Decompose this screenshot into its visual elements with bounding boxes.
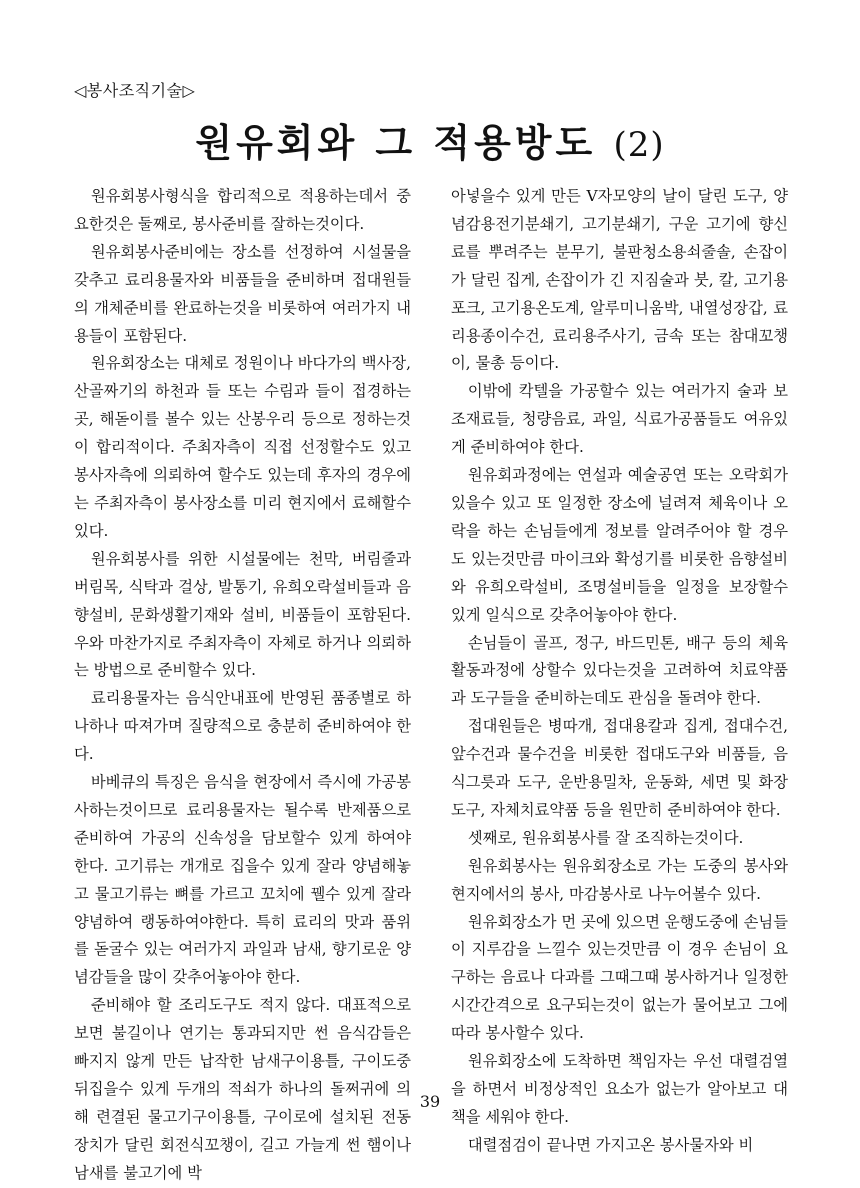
paragraph: 원유회봉사는 원유회장소로 가는 도중의 봉사와 현지에서의 봉사, 마감봉사로 나누어볼수 있다.: [451, 856, 788, 903]
paragraph: 손님들이 골프, 정구, 바드민톤, 배구 등의 체육활동과정에 상할수 있다는것을 고려하여 치료약품과 도구들을 준비하는데도 관심을 돌려야 한다.: [451, 633, 788, 708]
paragraph: 원유회봉사를 위한 시설물에는 천막, 버림줄과 버림목, 식탁과 걸상, 발통기, 유희오락설비들과 음향설비, 문화생활기재와 설비, 비품들이 포함된다. 우와 마찬가지로 주최자측이 자체로 하거나 의뢰하는 방법으로 준비할수 있다.: [74, 549, 411, 680]
paragraph: 원유회봉사준비에는 장소를 선정하여 시설물을 갖추고 료리용물자와 비품들을 준비하며 접대원들의 개체준비를 완료하는것을 비롯하여 여러가지 내용들이 포함된다.: [74, 242, 411, 345]
paragraph: 원유회장소에 도착하면 책임자는 우선 대렬검열을 하면서 비정상적인 요소가 없는가 알아보고 대책을 세워야 한다.: [451, 1052, 788, 1126]
page-number: 39: [419, 1092, 441, 1111]
paragraph: 이밖에 칵텔을 가공할수 있는 여러가지 술과 보조재료들, 청량음료, 과일, 식료가공품들도 여유있게 준비하여야 한다.: [451, 382, 788, 457]
paragraph: 원유회장소가 먼 곳에 있으면 운행도중에 손님들이 지루감을 느낄수 있는것만큼 이 경우 손님이 요구하는 음료나 다과를 그때그때 봉사하거나 일정한 시간간격으로 요구되는것이 없는가 물어보고 그에 따라 봉사할수 있다.: [451, 912, 788, 1043]
paragraph: 아넣을수 있게 만든 V자모양의 날이 달린 도구, 양념감용전기분쇄기, 고기분쇄기, 구운 고기에 향신료를 뿌려주는 분무기, 불판청소용쇠줄솔, 손잡이가 달린 집게, 손잡이가 긴 지짐술과 붓, 칼, 고기용포크, 고기용온도계, 알루미니움박, 내열성장갑, 료리용종이수건, 료리용주사기, 금속 또는 참대꼬챙이, 물총 등이다.: [451, 187, 788, 373]
title-number: (2): [613, 125, 665, 165]
paragraph: 접대원들은 병따개, 접대용칼과 집게, 접대수건, 앞수건과 물수건을 비롯한 접대도구와 비품들, 음식그릇과 도구, 운반용밀차, 운동화, 세면 및 화장도구, 자체치료약품 등을 원만히 준비하여야 한다.: [451, 717, 788, 819]
section-tag: ◁봉사조직기술▷: [74, 81, 196, 100]
title-main: 원유회와 그 적용방도: [195, 120, 597, 165]
left-column: [74, 183, 411, 1188]
paragraph: 원유회봉사형식을 합리적으로 적용하는데서 중요한것은 둘째로, 봉사준비를 잘하는것이다.: [74, 187, 411, 233]
paragraph: 준비해야 할 조리도구도 적지 않다. 대표적으로 보면 불길이나 연기는 통과되지만 썬 음식감들은 빠지지 않게 만든 납작한 남새구이용틀, 구이도중 뒤집을수 있게 두개의 적쇠가 하나의 돌쩌귀에 의해 련결된 물고기구이용틀, 구이로에 설치된 전동장치가 달린 회전식꼬챙이, 길고 가늘게 썬 햄이나 남새를 불고기에 박: [74, 996, 411, 1182]
paragraph: 셋째로, 원유회봉사를 잘 조직하는것이다.: [467, 828, 744, 847]
paragraph: 원유회장소는 대체로 정원이나 바다가의 백사장, 산골짜기의 하천과 들 또는 수림과 들이 접경하는 곳, 해돋이를 볼수 있는 산봉우리 등으로 정하는것이 합리적이다. 주최자측이 직접 선정할수도 있고 봉사자측에 의뢰하여 할수도 있는데 후자의 경우에는 주최자측이 봉사장소를 미리 현지에서 료해할수 있다.: [74, 354, 411, 540]
paragraph: 료리용물자는 음식안내표에 반영된 품종별로 하나하나 따져가며 질량적으로 충분히 준비하여야 한다.: [74, 689, 411, 764]
right-column: [451, 183, 788, 1160]
paragraph: 대렬점검이 끝나면 가지고온 봉사물자와 비: [467, 1135, 754, 1154]
paragraph: 원유회과정에는 연설과 예술공연 또는 오락회가 있을수 있고 또 일정한 장소에 널려져 체육이나 오락을 하는 손님들에게 정보를 알려주어야 할 경우도 있는것만큼 마이크와 확성기를 비롯한 음향설비와 유희오락설비, 조명설비들을 일정을 보장할수 있게 일식으로 갖추어놓아야 한다.: [451, 466, 788, 624]
article-title: [0, 112, 860, 167]
paragraph: 바베큐의 특징은 음식을 현장에서 즉시에 가공봉사하는것이므로 료리용물자는 될수록 반제품으로 준비하여 가공의 신속성을 담보할수 있게 하여야 한다. 고기류는 개개로 집을수 있게 잘라 양념해놓고 물고기류는 뼈를 가르고 꼬치에 꿸수 있게 잘라 양념하여 랭동하여야한다. 특히 료리의 맛과 품위를 돋굴수 있는 여러가지 과일과 남새, 향기로운 양념감들을 많이 갖추어놓아야 한다.: [74, 773, 411, 987]
